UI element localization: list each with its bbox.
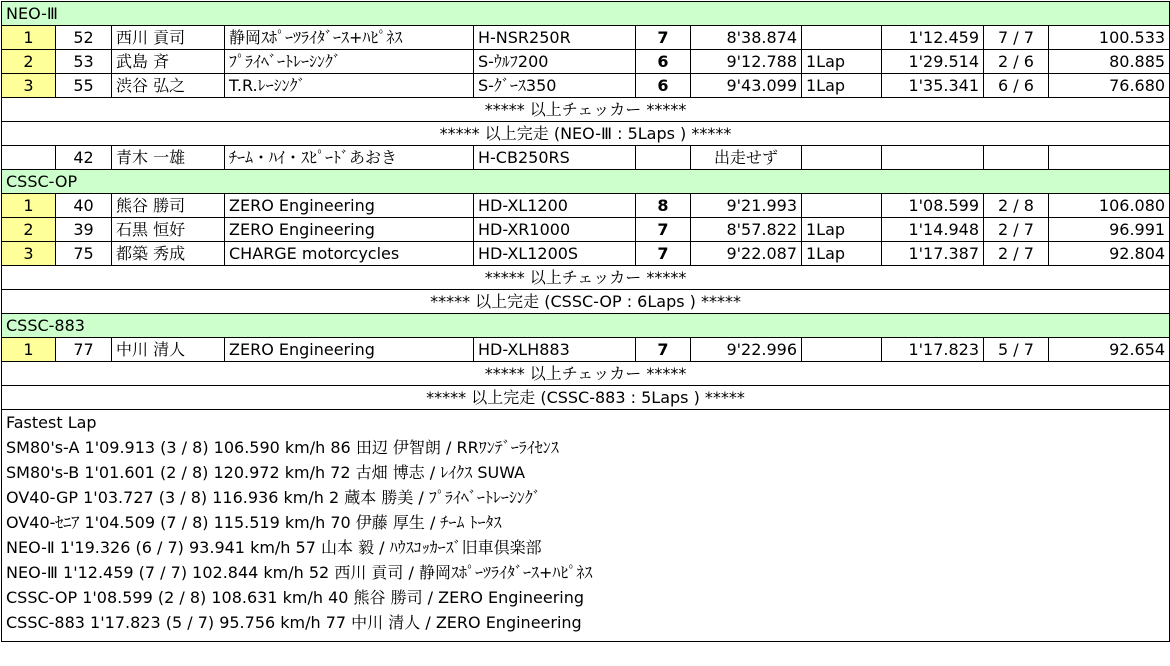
gap-cell: 1Lap <box>802 50 882 74</box>
total-time-cell: 8'38.874 <box>691 26 802 50</box>
best-lap-time-cell: 1'17.387 <box>882 242 984 266</box>
fastest-lap-title: Fastest Lap <box>6 413 97 432</box>
checker-row <box>2 98 1170 122</box>
laps-cell: 8 <box>636 194 691 218</box>
machine-cell: HD-XLH883 <box>474 338 636 362</box>
team-cell: ZERO Engineering <box>225 194 474 218</box>
best-lap-time-cell: 1'29.514 <box>882 50 984 74</box>
position-cell: 1 <box>2 194 56 218</box>
machine-cell: HD-XL1200 <box>474 194 636 218</box>
checker-row <box>2 362 1170 386</box>
class-name: CSSC-883 <box>2 314 1170 338</box>
position-cell: 1 <box>2 338 56 362</box>
fastest-lap-entry: CSSC-OP 1'08.599 (2 / 8) 108.631 km/h 40 熊谷 勝司 / ZERO Engineering <box>6 588 585 607</box>
speed-cell <box>1049 146 1170 170</box>
class-name: CSSC-OP <box>2 170 1170 194</box>
finish-banner: ***** 以上完走 (CSSC-883 : 5Laps ) ***** <box>2 386 1170 410</box>
bike-number-cell: 75 <box>56 242 112 266</box>
machine-cell: S-ｸﾞｰｽ350 <box>474 74 636 98</box>
fastest-lap-entry: NEO-Ⅱ 1'19.326 (6 / 7) 93.941 km/h 57 山本 毅 / ﾊｳｽｺｯｶｰｽﾞ旧車倶楽部 <box>6 538 542 557</box>
fastest-lap-entry: NEO-Ⅲ 1'12.459 (7 / 7) 102.844 km/h 52 西川 貢司 / 静岡ｽﾎﾟｰﾂﾗｲﾀﾞｰｽ+ﾊﾋﾟﾈｽ <box>6 563 593 582</box>
rider-cell: 中川 清人 <box>112 338 225 362</box>
class-name: NEO-Ⅲ <box>2 2 1170 26</box>
finish-row <box>2 122 1170 146</box>
best-lap-number-cell: 2 / 7 <box>984 218 1049 242</box>
team-cell: ZERO Engineering <box>225 338 474 362</box>
bike-number-cell: 55 <box>56 74 112 98</box>
gap-cell: 1Lap <box>802 242 882 266</box>
rider-cell: 石黒 恒好 <box>112 218 225 242</box>
fastest-lap-entry: SM80's-B 1'01.601 (2 / 8) 120.972 km/h 72 古畑 博志 / ﾚｲｸｽ SUWA <box>6 463 526 482</box>
fastest-lap-entry: OV40-GP 1'03.727 (3 / 8) 116.936 km/h 2 蔵本 勝美 / ﾌﾟﾗｲﾍﾞｰﾄﾚｰｼﾝｸﾞ <box>6 488 541 507</box>
best-lap-number-cell: 5 / 7 <box>984 338 1049 362</box>
total-time-cell: 9'22.996 <box>691 338 802 362</box>
position-cell <box>2 146 56 170</box>
total-time-cell: 8'57.822 <box>691 218 802 242</box>
speed-cell: 92.804 <box>1049 242 1170 266</box>
best-lap-number-cell: 7 / 7 <box>984 26 1049 50</box>
best-lap-number-cell: 2 / 7 <box>984 242 1049 266</box>
position-cell: 2 <box>2 218 56 242</box>
fastest-lap-entry: SM80's-A 1'09.913 (3 / 8) 106.590 km/h 86 田辺 伊智朗 / RRﾜﾝﾃﾞｰﾗｲｾﾝｽ <box>6 438 559 457</box>
gap-cell: 1Lap <box>802 74 882 98</box>
bike-number-cell: 77 <box>56 338 112 362</box>
fastest-lap-entry: OV40-ｾﾆｱ 1'04.509 (7 / 8) 115.519 km/h 70 伊藤 厚生 / ﾁｰﾑ ﾄｰﾀｽ <box>6 513 502 532</box>
class-header-row <box>2 2 1170 26</box>
speed-cell: 106.080 <box>1049 194 1170 218</box>
best-lap-number-cell: 2 / 8 <box>984 194 1049 218</box>
gap-cell <box>802 26 882 50</box>
total-time-cell: 9'21.993 <box>691 194 802 218</box>
team-cell: ﾌﾟﾗｲﾍﾞｰﾄﾚｰｼﾝｸﾞ <box>225 50 474 74</box>
laps-cell <box>636 146 691 170</box>
team-cell: 静岡ｽﾎﾟｰﾂﾗｲﾀﾞｰｽ+ﾊﾋﾟﾈｽ <box>225 26 474 50</box>
machine-cell: S-ｳﾙﾌ200 <box>474 50 636 74</box>
finish-banner: ***** 以上完走 (CSSC-OP : 6Laps ) ***** <box>2 290 1170 314</box>
gap-cell <box>802 146 882 170</box>
bike-number-cell: 52 <box>56 26 112 50</box>
rider-cell: 都築 秀成 <box>112 242 225 266</box>
result-row <box>2 26 1170 50</box>
machine-cell: HD-XL1200S <box>474 242 636 266</box>
result-row <box>2 50 1170 74</box>
rider-cell: 武島 斉 <box>112 50 225 74</box>
best-lap-number-cell: 2 / 6 <box>984 50 1049 74</box>
checker-banner: ***** 以上チェッカー ***** <box>2 266 1170 290</box>
laps-cell: 7 <box>636 218 691 242</box>
class-header-row <box>2 170 1170 194</box>
best-lap-number-cell <box>984 146 1049 170</box>
checker-banner: ***** 以上チェッカー ***** <box>2 362 1170 386</box>
laps-cell: 6 <box>636 50 691 74</box>
finish-row <box>2 386 1170 410</box>
dns-row <box>2 146 1170 170</box>
best-lap-time-cell: 1'12.459 <box>882 26 984 50</box>
team-cell: T.R.ﾚｰｼﾝｸﾞ <box>225 74 474 98</box>
bike-number-cell: 39 <box>56 218 112 242</box>
rider-cell: 熊谷 勝司 <box>112 194 225 218</box>
machine-cell: H-NSR250R <box>474 26 636 50</box>
bike-number-cell: 40 <box>56 194 112 218</box>
speed-cell: 76.680 <box>1049 74 1170 98</box>
rider-cell: 渋谷 弘之 <box>112 74 225 98</box>
speed-cell: 96.991 <box>1049 218 1170 242</box>
total-time-cell: 9'43.099 <box>691 74 802 98</box>
result-row <box>2 242 1170 266</box>
best-lap-time-cell: 1'14.948 <box>882 218 984 242</box>
fastest-lap-row <box>2 410 1170 642</box>
class-header-row <box>2 314 1170 338</box>
position-cell: 1 <box>2 26 56 50</box>
team-cell: ZERO Engineering <box>225 218 474 242</box>
result-row <box>2 218 1170 242</box>
best-lap-time-cell <box>882 146 984 170</box>
laps-cell: 6 <box>636 74 691 98</box>
position-cell: 3 <box>2 242 56 266</box>
total-time-cell: 9'22.087 <box>691 242 802 266</box>
result-row <box>2 74 1170 98</box>
race-results-table <box>1 1 1170 642</box>
speed-cell: 92.654 <box>1049 338 1170 362</box>
rider-cell: 西川 貢司 <box>112 26 225 50</box>
best-lap-time-cell: 1'08.599 <box>882 194 984 218</box>
best-lap-time-cell: 1'17.823 <box>882 338 984 362</box>
result-row <box>2 338 1170 362</box>
team-cell: ﾁｰﾑ・ﾊｲ・ｽﾋﾟｰﾄﾞあおき <box>225 146 474 170</box>
checker-row <box>2 266 1170 290</box>
fastest-lap-section <box>2 410 1170 642</box>
speed-cell: 80.885 <box>1049 50 1170 74</box>
gap-cell: 1Lap <box>802 218 882 242</box>
gap-cell <box>802 338 882 362</box>
finish-row <box>2 290 1170 314</box>
total-time-cell: 出走せず <box>691 146 802 170</box>
result-row <box>2 194 1170 218</box>
best-lap-number-cell: 6 / 6 <box>984 74 1049 98</box>
laps-cell: 7 <box>636 338 691 362</box>
bike-number-cell: 42 <box>56 146 112 170</box>
position-cell: 3 <box>2 74 56 98</box>
checker-banner: ***** 以上チェッカー ***** <box>2 98 1170 122</box>
fastest-lap-entry: CSSC-883 1'17.823 (5 / 7) 95.756 km/h 77 中川 清人 / ZERO Engineering <box>6 613 582 632</box>
total-time-cell: 9'12.788 <box>691 50 802 74</box>
finish-banner: ***** 以上完走 (NEO-Ⅲ : 5Laps ) ***** <box>2 122 1170 146</box>
machine-cell: H-CB250RS <box>474 146 636 170</box>
best-lap-time-cell: 1'35.341 <box>882 74 984 98</box>
rider-cell: 青木 一雄 <box>112 146 225 170</box>
gap-cell <box>802 194 882 218</box>
speed-cell: 100.533 <box>1049 26 1170 50</box>
laps-cell: 7 <box>636 242 691 266</box>
position-cell: 2 <box>2 50 56 74</box>
team-cell: CHARGE motorcycles <box>225 242 474 266</box>
machine-cell: HD-XR1000 <box>474 218 636 242</box>
laps-cell: 7 <box>636 26 691 50</box>
bike-number-cell: 53 <box>56 50 112 74</box>
